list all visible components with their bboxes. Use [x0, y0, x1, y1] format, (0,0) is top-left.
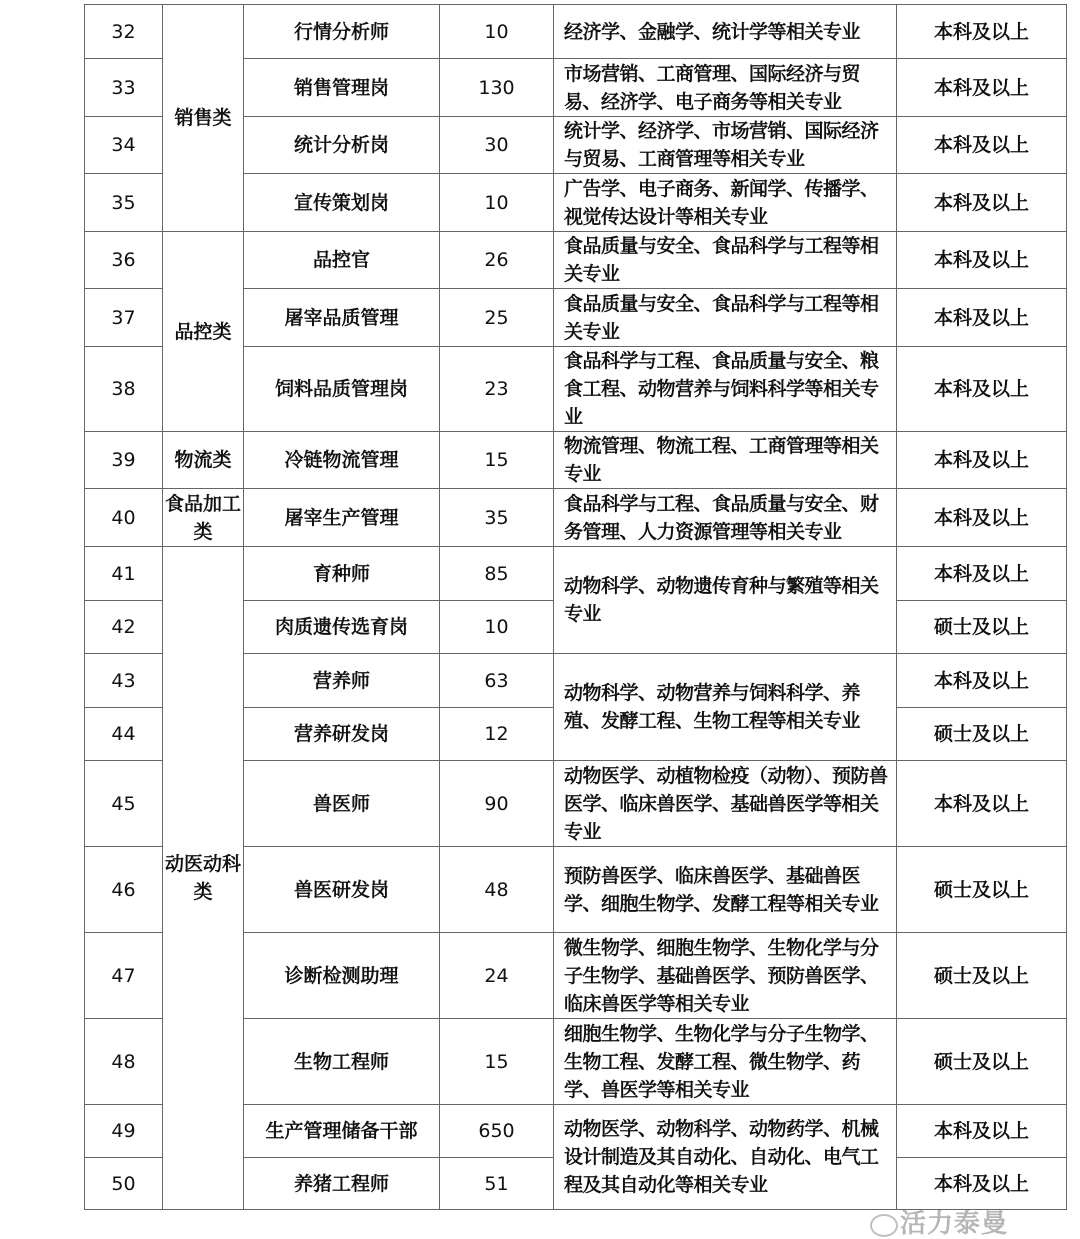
- degree-requirement: 本科及以上: [897, 547, 1067, 601]
- table-row: [85, 232, 1067, 289]
- headcount: 23: [440, 347, 554, 432]
- job-title: 兽医师: [244, 761, 440, 847]
- headcount: 48: [440, 847, 554, 933]
- job-title: 兽医研发岗: [244, 847, 440, 933]
- headcount: 63: [440, 654, 554, 708]
- row-number: 39: [85, 432, 163, 489]
- degree-requirement: 本科及以上: [897, 289, 1067, 347]
- headcount: 85: [440, 547, 554, 601]
- recruitment-table: [84, 4, 1067, 1210]
- major-requirement: 动物医学、动物科学、动物药学、机械设计制造及其自动化、自动化、电气工程及其自动化等相关专业: [554, 1105, 897, 1210]
- row-number: 33: [85, 59, 163, 117]
- job-title: 营养研发岗: [244, 708, 440, 761]
- degree-requirement: 本科及以上: [897, 761, 1067, 847]
- degree-requirement: 本科及以上: [897, 1105, 1067, 1158]
- job-title: 生产管理储备干部: [244, 1105, 440, 1158]
- degree-requirement: 硕士及以上: [897, 847, 1067, 933]
- row-number: 50: [85, 1158, 163, 1210]
- row-number: 42: [85, 601, 163, 654]
- major-requirement: 食品质量与安全、食品科学与工程等相关专业: [554, 289, 897, 347]
- row-number: 45: [85, 761, 163, 847]
- major-requirement: 食品质量与安全、食品科学与工程等相关专业: [554, 232, 897, 289]
- headcount: 51: [440, 1158, 554, 1210]
- headcount: 10: [440, 174, 554, 232]
- major-requirement: 微生物学、细胞生物学、生物化学与分子生物学、基础兽医学、预防兽医学、临床兽医学等相关专业: [554, 933, 897, 1019]
- major-requirement: 细胞生物学、生物化学与分子生物学、生物工程、发酵工程、微生物学、药学、兽医学等相关专业: [554, 1019, 897, 1105]
- degree-requirement: 硕士及以上: [897, 601, 1067, 654]
- headcount: 10: [440, 5, 554, 59]
- job-title: 销售管理岗: [244, 59, 440, 117]
- category-cell: 品控类: [163, 232, 244, 432]
- headcount: 25: [440, 289, 554, 347]
- headcount: 90: [440, 761, 554, 847]
- job-title: 诊断检测助理: [244, 933, 440, 1019]
- major-requirement: 食品科学与工程、食品质量与安全、粮食工程、动物营养与饲料科学等相关专业: [554, 347, 897, 432]
- row-number: 34: [85, 117, 163, 174]
- row-number: 46: [85, 847, 163, 933]
- degree-requirement: 本科及以上: [897, 117, 1067, 174]
- job-title: 屠宰生产管理: [244, 489, 440, 547]
- major-requirement: 经济学、金融学、统计学等相关专业: [554, 5, 897, 59]
- category-cell: 物流类: [163, 432, 244, 489]
- table-row: [85, 547, 1067, 601]
- degree-requirement: 本科及以上: [897, 1158, 1067, 1210]
- major-requirement: 统计学、经济学、市场营销、国际经济与贸易、工商管理等相关专业: [554, 117, 897, 174]
- wechat-icon: [870, 1214, 898, 1237]
- job-title: 屠宰品质管理: [244, 289, 440, 347]
- row-number: 43: [85, 654, 163, 708]
- degree-requirement: 本科及以上: [897, 174, 1067, 232]
- table-row: [85, 489, 1067, 547]
- table-row: [85, 432, 1067, 489]
- job-title: 品控官: [244, 232, 440, 289]
- degree-requirement: 本科及以上: [897, 654, 1067, 708]
- degree-requirement: 硕士及以上: [897, 708, 1067, 761]
- category-cell: 食品加工类: [163, 489, 244, 547]
- degree-requirement: 本科及以上: [897, 489, 1067, 547]
- job-title: 饲料品质管理岗: [244, 347, 440, 432]
- row-number: 48: [85, 1019, 163, 1105]
- headcount: 15: [440, 1019, 554, 1105]
- headcount: 130: [440, 59, 554, 117]
- row-number: 49: [85, 1105, 163, 1158]
- row-number: 40: [85, 489, 163, 547]
- major-requirement: 动物医学、动植物检疫（动物）、预防兽医学、临床兽医学、基础兽医学等相关专业: [554, 761, 897, 847]
- row-number: 32: [85, 5, 163, 59]
- job-title: 生物工程师: [244, 1019, 440, 1105]
- major-requirement: 物流管理、物流工程、工商管理等相关专业: [554, 432, 897, 489]
- category-cell: 动医动科类: [163, 547, 244, 1210]
- headcount: 30: [440, 117, 554, 174]
- job-title: 肉质遗传选育岗: [244, 601, 440, 654]
- headcount: 650: [440, 1105, 554, 1158]
- degree-requirement: 本科及以上: [897, 5, 1067, 59]
- row-number: 36: [85, 232, 163, 289]
- row-number: 47: [85, 933, 163, 1019]
- headcount: 15: [440, 432, 554, 489]
- headcount: 35: [440, 489, 554, 547]
- watermark: 活力泰曼: [900, 1211, 1008, 1237]
- row-number: 35: [85, 174, 163, 232]
- major-requirement: 动物科学、动物遗传育种与繁殖等相关专业: [554, 547, 897, 654]
- degree-requirement: 本科及以上: [897, 232, 1067, 289]
- degree-requirement: 硕士及以上: [897, 1019, 1067, 1105]
- headcount: 12: [440, 708, 554, 761]
- major-requirement: 食品科学与工程、食品质量与安全、财务管理、人力资源管理等相关专业: [554, 489, 897, 547]
- table-row: [85, 5, 1067, 59]
- degree-requirement: 本科及以上: [897, 59, 1067, 117]
- degree-requirement: 本科及以上: [897, 432, 1067, 489]
- row-number: 44: [85, 708, 163, 761]
- job-title: 宣传策划岗: [244, 174, 440, 232]
- row-number: 38: [85, 347, 163, 432]
- category-cell: 销售类: [163, 5, 244, 232]
- degree-requirement: 硕士及以上: [897, 933, 1067, 1019]
- job-title: 行情分析师: [244, 5, 440, 59]
- job-title: 统计分析岗: [244, 117, 440, 174]
- headcount: 24: [440, 933, 554, 1019]
- job-title: 冷链物流管理: [244, 432, 440, 489]
- degree-requirement: 本科及以上: [897, 347, 1067, 432]
- major-requirement: 动物科学、动物营养与饲料科学、养殖、发酵工程、生物工程等相关专业: [554, 654, 897, 761]
- headcount: 26: [440, 232, 554, 289]
- major-requirement: 广告学、电子商务、新闻学、传播学、视觉传达设计等相关专业: [554, 174, 897, 232]
- headcount: 10: [440, 601, 554, 654]
- job-title: 养猪工程师: [244, 1158, 440, 1210]
- major-requirement: 预防兽医学、临床兽医学、基础兽医学、细胞生物学、发酵工程等相关专业: [554, 847, 897, 933]
- row-number: 41: [85, 547, 163, 601]
- major-requirement: 市场营销、工商管理、国际经济与贸易、经济学、电子商务等相关专业: [554, 59, 897, 117]
- job-title: 育种师: [244, 547, 440, 601]
- job-title: 营养师: [244, 654, 440, 708]
- row-number: 37: [85, 289, 163, 347]
